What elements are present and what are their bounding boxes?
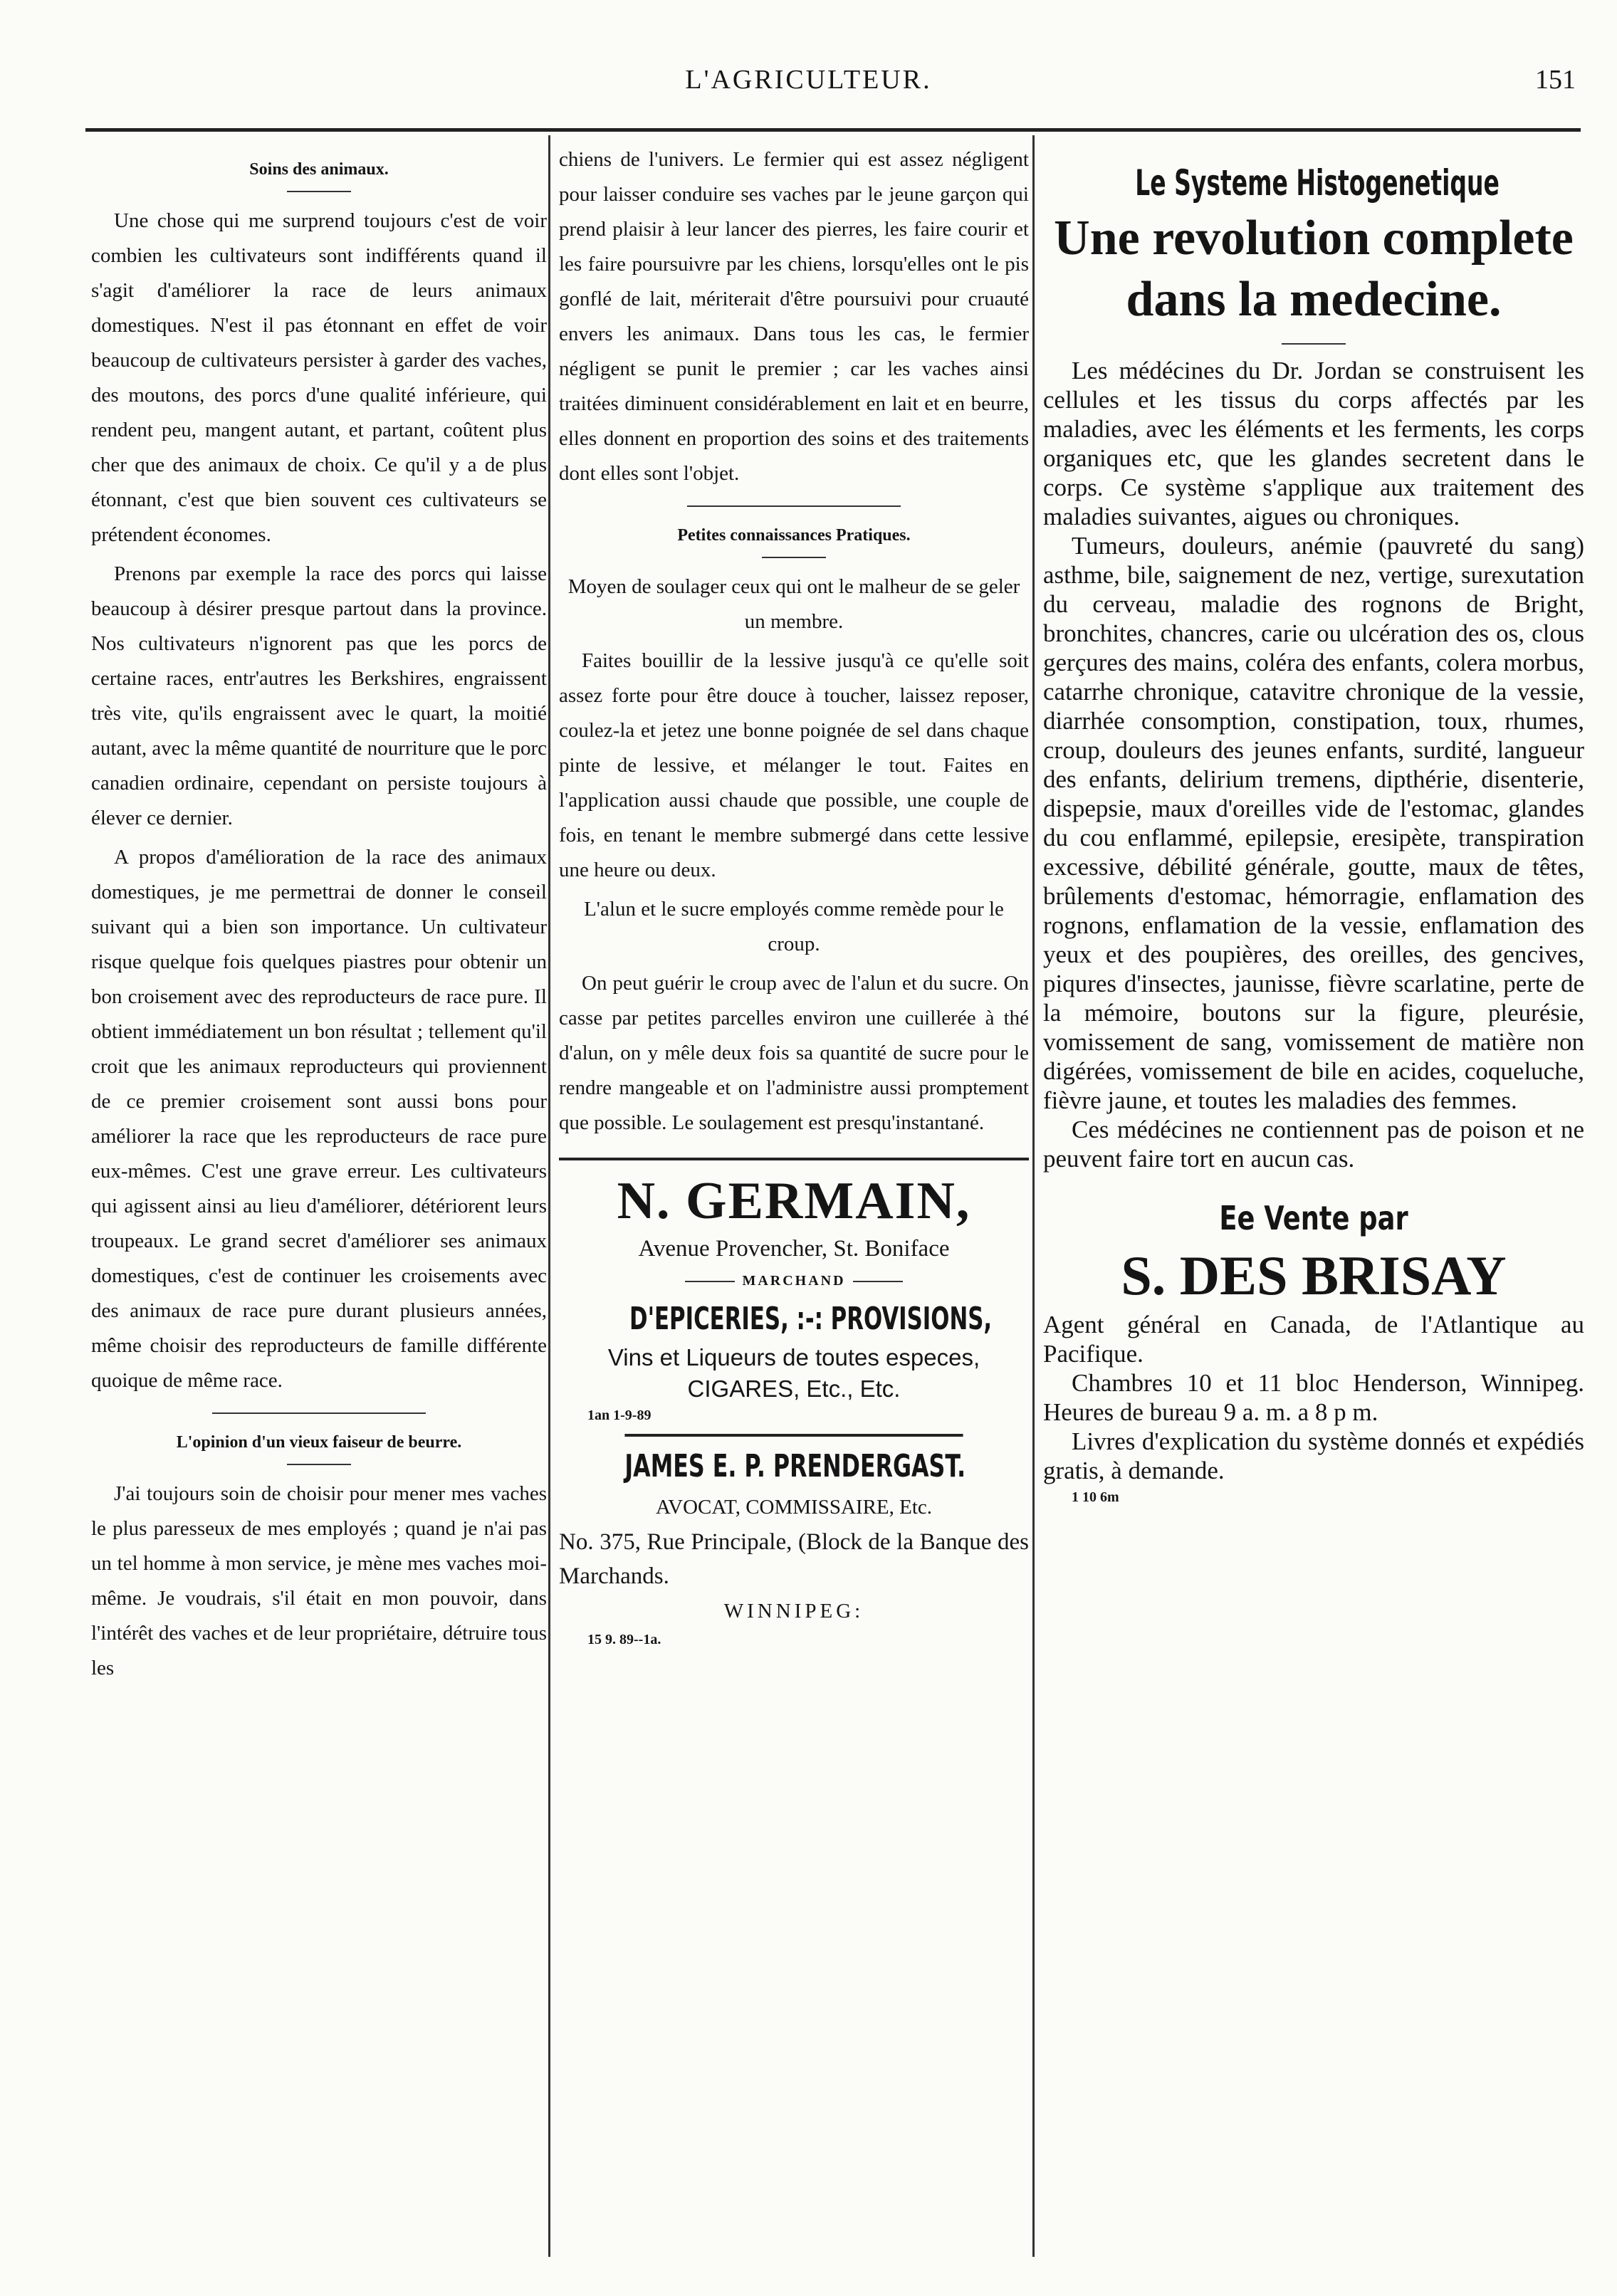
section-title-opinion: L'opinion d'un vieux faiseur de beurre. (176, 1433, 462, 1452)
paragraph: J'ai toujours soin de choisir pour mener mes vaches le plus paresseux de mes employés ; quand je n'ai pas un tel homme à mon service, je mène mes vaches moi-même. Je voudrais, s'il était en mon pouvoir, dans l'intérêt des vaches et de leur propriétaire, détruire tous les (91, 1482, 547, 1679)
paragraph: Une chose qui me surprend toujours c'est de voir combien les cultivateurs sont indifférents quand il s'agit d'améliorer la race de leurs animaux domestiques. N'est il pas étonnant en effet de voir beaucoup de cultivateurs persister à garder des vaches, des moutons, des porcs d'une qualité inférieure, qui rendent peu, mangent autant, et partant, coûtent plus cher que des animaux de choix. Ce qu'il y a de plus étonnant, c'est que bien souvent ces cultivateurs se prétendent économes. (91, 209, 547, 546)
paragraph: On peut guérir le croup avec de l'alun et du sucre. On casse par petites parcelles environ une cuillerée à thé d'alun, on y mêle deux fois sa quantité de sucre pour le rendre mangeable et on l'administre aussi promptement que possible. Le soulagement est presqu'instantané. (559, 972, 1029, 1134)
advertiser-line: Vins et Liqueurs de toutes especes, (607, 1344, 980, 1370)
advertiser-name: JAMES E. P. PRENDERGAST. (624, 1434, 963, 1489)
paragraph: Prenons par exemple la race des porcs qui laisse beaucoup à désirer presque partout dans la province. Nos cultivateurs n'ignorent pas que les porcs de certaine races, entr'autres les Berkshires, engraissent très vite, qu'ils engraissent avec le quart, la moitié autant, avec la même quantité de nourriture que le porc canadien ordinaire, cependant on persiste toujours à élever ce dernier. (91, 562, 547, 829)
page-number: 151 (1535, 65, 1576, 95)
paragraph: Les médécines du Dr. Jordan se construisent les cellules et les tissus du corps affectés par les maladies, avec les éléments et les ferments, les corps organiques etc, que les glandes secretent dans le corps. Ce système s'applique aux traitement des maladies suivantes, aigues ou chroniques. (1043, 357, 1584, 530)
column-3 (1043, 142, 1584, 1506)
sale-heading: Ee Vente par (1219, 1199, 1408, 1237)
advertiser-title: AVOCAT, COMMISSAIRE, Etc. (655, 1496, 933, 1519)
section-rule (687, 505, 901, 507)
column-2 (559, 142, 1029, 1648)
ad-headline: Une revolution complete dans la medecine. (1054, 211, 1574, 327)
advertiser-line: CIGARES, Etc., Etc. (687, 1375, 901, 1402)
ad-code: 1 10 6m (1072, 1489, 1119, 1505)
section-title-petites: Petites connaissances Pratiques. (677, 526, 911, 545)
paragraph-continuation: chiens de l'univers. Le fermier qui est assez négligent pour laisser conduire ses vaches par le jeune garçon qui prend plaisir à leur lancer des pierres, les faire courir et les faire poursuivre par les chiens, lorsqu'elles ont le pis gonflé de lait, mériterait d'être poursuivi pour cruauté envers les animaux. Dans tous les cas, le fermier négligent se punit le premier ; car les vaches ainsi traitées diminuent considérablement en lait et en beurre, elles donnent en proportion des soins et des traitements dont elles sont l'objet. (559, 148, 1029, 485)
paragraph: Livres d'explication du système donnés et expédiés gratis, à demande. (1043, 1427, 1584, 1484)
ad-code: 1an 1-9-89 (587, 1408, 651, 1423)
advertiser-address: No. 375, Rue Principale, (Block de la Banque des Marchands. (559, 1529, 1029, 1589)
title-rule (287, 1464, 351, 1465)
paragraph: Agent général en Canada, de l'Atlantique au Pacifique. (1043, 1311, 1584, 1368)
paragraph: A propos d'amélioration de la race des animaux domestiques, je me permettrai de donner le conseil suivant qui a bien son importance. Un cultivateur risque quelque fois quelques piastres pour obtenir un bon croisement avec des reproducteurs de race pure. Il obtient immédiatement un bon résultat ; tellement qu'il croit que les animaux reproducteurs qui proviennent de ce premier croisement sont aussi bons pour améliorer la race que les reproducteurs de race pure eux-mêmes. C'est une grave erreur. Les cultivateurs qui agissent ainsi au lieu d'améliorer, détériorent leurs troupeaux. Le grand secret d'améliorer ses animaux domestiques, c'est de continuer les croisements avec des animaux de race pure durant plusieurs années, même choisir des reproducteurs de famille différente quoique de même race. (91, 846, 547, 1392)
advertisement-prendergast (559, 1434, 1029, 1648)
column-1 (91, 142, 547, 1690)
dash-rule (853, 1281, 903, 1282)
title-rule (287, 191, 351, 192)
journal-title: L'AGRICULTEUR. (685, 65, 932, 95)
advertiser-address: Avenue Provencher, St. Boniface (638, 1236, 950, 1262)
advertiser-goods: D'EPICERIES, :-: PROVISIONS, (629, 1301, 993, 1337)
subheading: L'alun et le sucre employés comme remède pour le croup. (584, 898, 1004, 955)
ad-code: 15 9. 89--1a. (587, 1632, 661, 1647)
advertiser-trade: MARCHAND (559, 1273, 1029, 1289)
dash-rule (685, 1281, 735, 1282)
agent-name: S. DES BRISAY (1121, 1244, 1507, 1306)
paragraph: Tumeurs, douleurs, anémie (pauvreté du sang) asthme, bile, saignement de nez, vertige, surexutation du cerveau, maladie des rognons de Bright, bronchites, chancres, carie ou ulcération des os, clous gerçures des mains, coléra des enfants, colera morbus, catarrhe chronique, catavitre chronique de la vessie, diarrhée consomption, constipation, toux, rhumes, croup, douleurs des jeunes enfants, surdité, langueur des enfants, delirium tremens, dipthérie, disenterie, dispepsie, maux d'oreilles vide de l'estomac, glandes du cou enflammé, epilepsie, eresipète, transpiration excessive, débilité générale, goutte, maux de têtes, brûlements d'estomac, hémorragie, enflamation des rognons, enflamation de la vessie, enflamation des yeux et des poupières, des oreilles, des gencives, piqures d'insectes, jaunisse, fièvre scarlatine, perte de la mémoire, boutons sur la figure, pleurésie, vomissement de sang, vomissement de matière non digérées, vomissement de bile en acides, coqueluche, fièvre jaune, et toutes les maladies des femmes. (1043, 532, 1584, 1114)
column-divider-1 (548, 135, 550, 2257)
advertiser-city: WINNIPEG: (723, 1600, 864, 1623)
paragraph: Faites bouillir de la lessive jusqu'à ce qu'elle soit assez forte pour être douce à toucher, laissez reposer, coulez-la et jetez une bonne poignée de sel dans chaque pinte de lessive, et mélanger le tout. Faites en l'application aussi chaude que possible, une couple de fois, en tenant le membre submergé dans cette lessive une heure ou deux. (559, 649, 1029, 881)
subheading: Moyen de soulager ceux qui ont le malheur de se geler un membre. (567, 575, 1020, 633)
paragraph: Ces médécines ne contiennent pas de poison et ne peuvent faire tort en aucun cas. (1043, 1116, 1584, 1173)
advertiser-name: N. GERMAIN, (617, 1172, 971, 1230)
section-rule (212, 1412, 426, 1414)
paragraph: Chambres 10 et 11 bloc Henderson, Winnipeg. Heures de bureau 9 a. m. a 8 p m. (1043, 1369, 1584, 1426)
header-rule (85, 128, 1581, 132)
advertisement-germain (559, 1158, 1029, 1424)
title-rule (1282, 343, 1346, 345)
section-title-soins: Soins des animaux. (249, 160, 389, 179)
ad-title: Le Systeme Histogenetique (1135, 162, 1500, 204)
title-rule (762, 557, 826, 558)
column-divider-2 (1032, 135, 1035, 2257)
